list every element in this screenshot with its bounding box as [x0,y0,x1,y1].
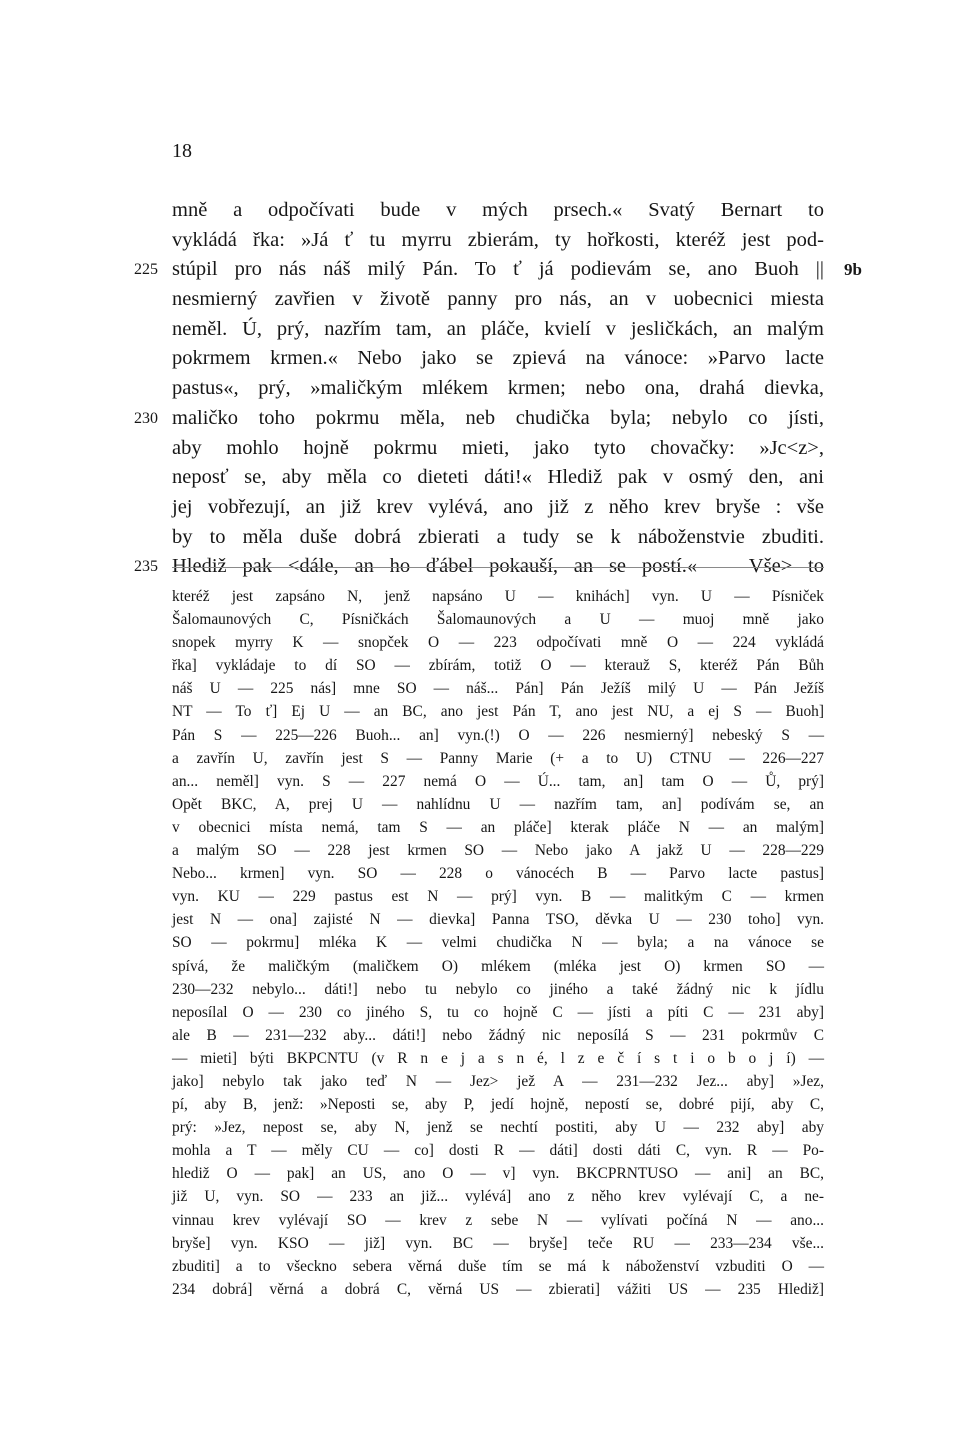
apparatus-line: an... neměl] vyn. S — 227 nemá O — Ú... tam, an] tam O — Ů, prý] [172,772,824,790]
apparatus-line: vyn. KU — 229 pastus est N — prý] vyn. B — malitkým C — krmen [172,888,824,906]
apparatus-line: spívá, že maličkým (maličkem O) mlékem (mléka jest O) krmen SO — [172,957,824,975]
text-line-content: nesmierný zavřien v životě panny pro nás, an v uobecnici miesta [172,288,824,311]
apparatus-line: náš U — 225 nás] mne SO — náš... Pán] Pán Ježíš milý U — Pán Ježíš [172,680,824,698]
apparatus-line: 230—232 nebylo... dáti!] nebo tu nebylo co jiného a také žádný nic k jídlu [172,980,824,998]
line-number: 235 [134,558,158,576]
apparatus-line: vinnau krev vylévají SO — krev z sebe N — vylívati počíná N — ano... [172,1211,824,1229]
text-line-content: pokrmem krmen.« Nebo jako se zpievá na vánoce: »Parvo lacte [172,347,824,370]
text-line [134,404,824,434]
line-number: 230 [134,409,158,427]
critical-apparatus [172,585,824,1301]
apparatus-line: 234 dobrá] věrná a dobrá C, věrná US — zbierati] vážiti US — 235 Hlediž] [172,1280,824,1298]
apparatus-line: bryše] vyn. KSO — již] vyn. BC — bryše] teče RU — 233—234 vše... [172,1234,824,1252]
apparatus-line: jest N — ona] zajisté N — dievka] Panna TSO, děvka U — 230 toho] vyn. [172,911,824,929]
text-line [134,255,862,285]
text-line-content: jej vobřezují, an již krev vylévá, ano již z něho krev bryše : vše [172,495,824,518]
apparatus-line: neposílal O — 230 co jiného S, tu co hojně C — jísti a píti C — 231 aby] [172,1003,824,1021]
apparatus-line: Šalomaunových C, Písničkách Šalomaunových a U — muoj mně jako [172,611,824,629]
apparatus-line: a malým SO — 228 jest krmen SO — Nebo jako A jakž U — 228—229 [172,842,824,860]
apparatus-line: řka] vykládaje to dí SO — zbírám, totiž O — kterauž S, kteréž Pán Bůh [172,657,824,675]
page-number: 18 [172,140,192,162]
text-line-content: aby mohlo hojně pokrmu mieti, jako tyto chovačky: »Jc<z>, [172,436,824,459]
apparatus-line: jako] nebylo tak jako teď N — Jez> jež A — 231—232 Jez... aby] »Jez, [172,1072,824,1090]
text-line [172,196,824,226]
apparatus-line: snopek myrry K — snopček O — 223 odpočívati mně O — 224 vykládá [172,634,824,652]
text-line-content: stúpil pro nás náš milý Pán. To ť já podievám se, ano Buoh || [172,258,824,281]
apparatus-line: zbuditi] a to všeckno sebera věrná duše tím se má k náboženství vzbuditi O — [172,1257,824,1275]
text-line [172,226,824,256]
text-line-content: neměl. Ú, prý, nazřím tam, an pláče, kvielí v jesličkách, an malým [172,317,824,340]
apparatus-line: hlediž O — pak] an US, ano O — v] vyn. BKCPRNTUSO — ani] an BC, [172,1165,824,1183]
text-line [172,344,824,374]
footnote-separator [172,567,824,568]
apparatus-line: pí, aby B, jenž: »Neposti se, aby P, jedí hojně, nepostí se, dobré pijí, aby C, [172,1096,824,1114]
apparatus-line: již U, vyn. SO — 233 an již... vylévá] ano z něho krev vylévají C, a ne- [172,1188,824,1206]
apparatus-line: SO — pokrmu] mléka K — velmi chudička N — byla; a na vánoce se [172,934,824,952]
text-line-content: vykládá řka: »Já ť tu myrru zbierám, ty hořkosti, kteréž jest pod- [172,228,824,251]
apparatus-line: kteréž jest zapsáno N, jenž napsáno U — knihách] vyn. U — Písniček [172,588,824,605]
line-number: 225 [134,261,158,279]
apparatus-line: mohla a T — měly CU — co] dosti R — dáti] dosti dáti C, vyn. R — Po- [172,1142,824,1160]
apparatus-line: Nebo... krmen] vyn. SO — 228 o vánocéch B — Parvo lacte pastus] [172,865,824,883]
text-line-content: mně a odpočívati bude v mých prsech.« Svatý Bernart to [172,199,824,221]
apparatus-line: prý: »Jez, nepost se, aby N, jenž se nechtí postiti, aby U — 232 aby] aby [172,1119,824,1137]
text-line-content: neposť se, aby měla co dieteti dáti!« Hlediž pak v osmý den, ani [172,466,824,489]
text-line-content: pastus«, prý, »maličkým mlékem krmen; nebo ona, drahá dievka, [172,377,824,400]
text-line [172,315,824,345]
folio-marker: 9b [844,260,862,280]
text-line [172,374,824,404]
apparatus-line: v obecnici místa nemá, tam S — an pláče] kterak pláče N — an malým] [172,818,824,836]
apparatus-line: ale B — 231—232 aby... dáti!] nebo žádný nic neposílá S — 231 pokrmův C [172,1026,824,1044]
apparatus-line: — mieti] býti BKPCNTU (v R n e j a s n é, l z e č í s t i o b o j í) — [172,1049,824,1067]
text-line [172,434,824,464]
text-line [172,463,824,493]
apparatus-line: Opět BKC, A, prej U — nahlídnu U — nazřím tam, an] podívám se, an [172,795,824,813]
text-line-content: by to měla duše dobrá zbierati a tudy se k náboženstvie zbuditi. [172,525,824,548]
text-line [172,285,824,315]
text-line-content: maličko toho pokrmu měla, neb chudička byla; nebylo co jísti, [172,406,824,429]
apparatus-line: a zavřín U, zavřín jest S — Panny Marie (+ a to U) CTNU — 226—227 [172,749,824,767]
text-line [172,523,824,553]
main-text [134,196,862,582]
apparatus-line: NT — To ť] Ej U — an BC, ano jest Pán T, ano jest NU, a ej S — Buoh] [172,703,824,721]
text-line-content: Hlediž pak <dále, an ho ďábel pokauší, an se postí.« — Vše> to [172,555,824,578]
text-line [172,493,824,523]
apparatus-line: Pán S — 225—226 Buoh... an] vyn.(!) O — 226 nesmierný] nebeský S — [172,726,824,744]
